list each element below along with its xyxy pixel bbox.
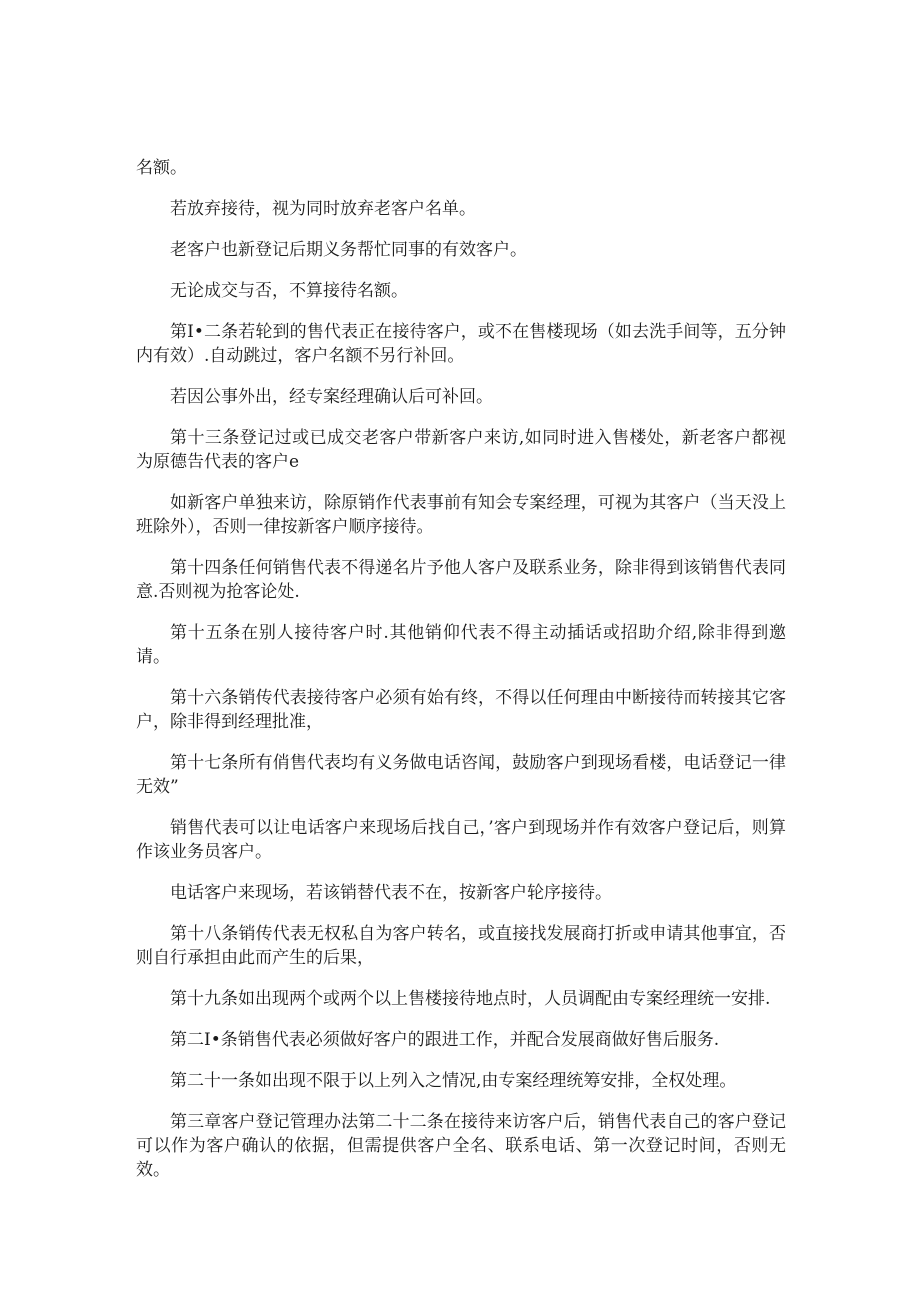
paragraph: 销售代表可以让电话客户来现场后找自己，’客户到现场并作有效客户登记后，则算作该业务员客户。 [136,818,786,862]
paragraph: 老客户也新登记后期义务帮忙同事的有效客户。 [170,240,527,260]
article-13-paragraph: 第十三条登记过或已成交老客户带新客户来访,如同时进入售楼处，新老客户都视为原德告代表的客户e [136,428,786,472]
paragraph: 若放弃接待，视为同时放弃老客户名单。 [170,199,476,219]
article-14-paragraph: 第十四条任何销售代表不得递名片予他人客户及联系业务，除非得到该销售代表同意.否则视为抢客论处. [136,558,786,602]
article-12-paragraph: 第I•二条若轮到的售代表正在接待客户，或不在售楼现场（如去洗手间等，五分钟内有效）.自动跳过，客户名额不另行补回。 [136,322,786,366]
article-18-paragraph: 第十八条销传代表无权私自为客户转名，或直接找发展商打折或申请其他事宜，否则自行承担由此而产生的后果， [136,924,786,968]
paragraph-continuation: 名额。 [136,158,187,178]
paragraph: 无论成交与否，不算接待名额。 [170,281,408,301]
article-17-paragraph: 第十七条所有俏售代表均有义务做电话咨闻，鼓励客户到现场看楼，电话登记一律无效” [136,753,786,797]
article-20-paragraph: 第二I•条销售代表必须做好客户的跟进工作，并配合发展商做好售后服务. [170,1030,720,1050]
article-15-paragraph: 第十五条在别人接待客户时.其他销仰代表不得主动插话或招助介绍,除非得到邀请。 [136,623,786,667]
paragraph: 若因公事外出，经专案经理确认后可补回。 [170,387,493,407]
chapter-3-paragraph: 第三章客户登记管理办法第二十二条在接待来访客户后，销售代表自己的客户登记可以作为客户确认的依据，但需提供客户全名、联系电话、第一次登记时间，否则无效。 [136,1112,786,1180]
document-page [136,156,786,1199]
paragraph: 如新客户单独来访，除原销作代表事前有知会专案经理，可视为其客户（当天没上班除外），否则一律按新客户顺序接待。 [136,493,786,537]
article-16-paragraph: 第十六条销传代表接待客户必须有始有终，不得以任何理由中断接待而转接其它客户，除非得到经理批准， [136,688,786,732]
article-19-paragraph: 第十九条如出现两个或两个以上售楼接待地点时，人员调配由专案经理统一安排. [170,989,771,1009]
article-21-paragraph: 第二十一条如出现不限于以上列入之情况,由专案经理统筹安排，全权处理。 [170,1071,737,1091]
paragraph: 电话客户来现场，若该销替代表不在，按新客户轮序接待。 [170,883,612,903]
